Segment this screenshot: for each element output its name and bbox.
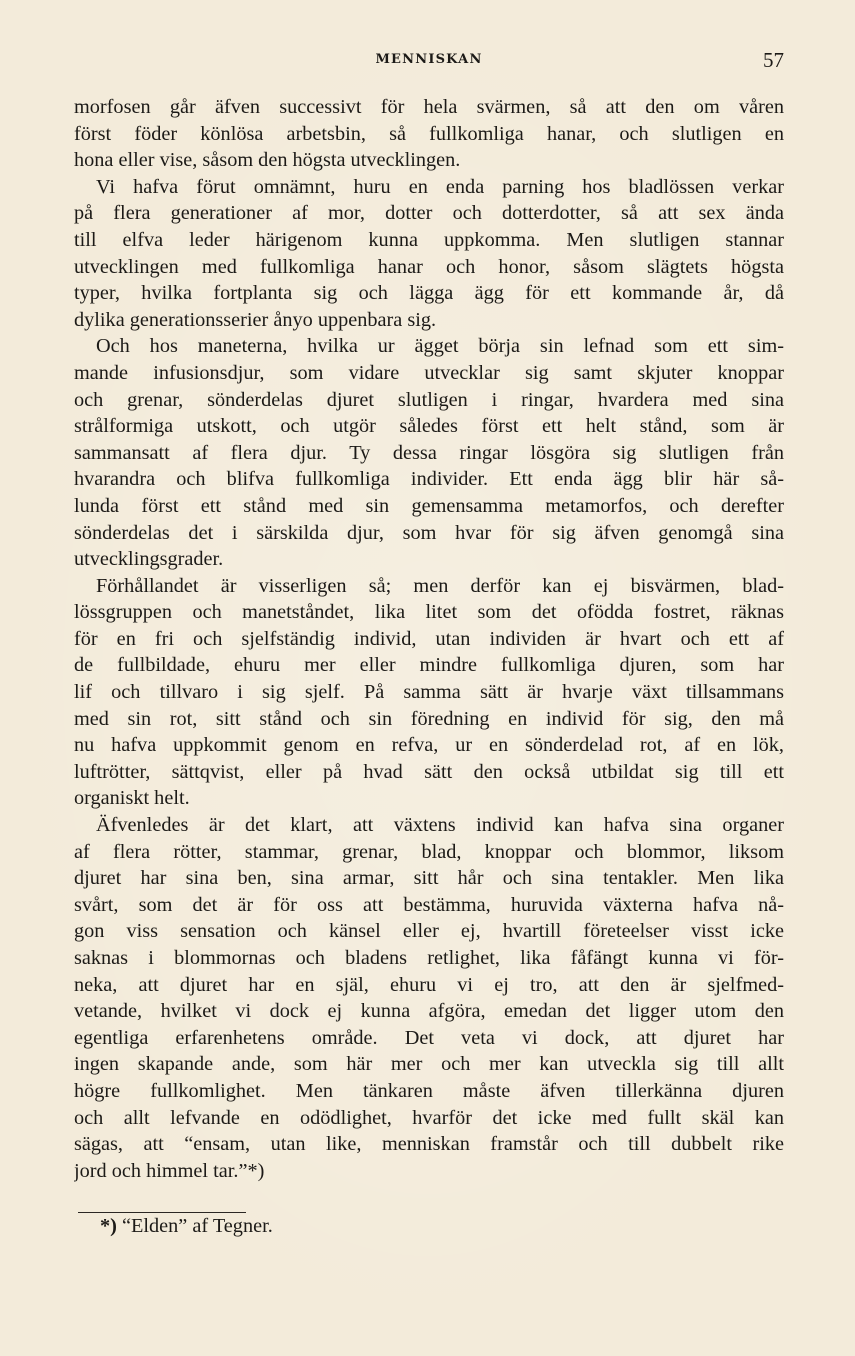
text-line: lunda först ett stånd med sin gemensamma metamorfos, och derefter	[74, 494, 784, 517]
footnote-text: “Elden” af Tegner.	[121, 1215, 273, 1237]
text-line: neka, att djuret har en själ, ehuru vi ej tro, att den är sjelfmed-	[74, 973, 784, 996]
text-line: Och hos maneterna, hvilka ur ägget börja sin lefnad som ett sim-	[96, 335, 784, 358]
text-line: luftrötter, sättqvist, eller på hvad sätt den också utbildat sig till ett	[74, 760, 784, 783]
text-line: jord och himmel tar.”*)	[74, 1159, 265, 1182]
text-line: med sin rot, sitt stånd och sin föredning en individ för sig, den må	[74, 707, 784, 730]
text-line: af flera rötter, stammar, grenar, blad, knoppar och blommor, liksom	[74, 840, 784, 863]
text-line: morfosen går äfven successivt för hela svärmen, så att den om våren	[74, 96, 784, 118]
running-head	[74, 50, 784, 74]
text-line: sammansatt af flera djur. Ty dessa ringar lösgöra sig slutligen från	[74, 441, 784, 464]
body-text	[74, 94, 784, 1184]
text-line: först föder könlösa arbetsbin, så fullkomliga hanar, och slutligen en	[74, 122, 784, 145]
text-line: svårt, som det är för oss att bestämma, huruvida växterna hafva nå-	[74, 893, 784, 916]
text-line: och grenar, sönderdelas djuret slutligen i ringar, hvardera med sina	[74, 388, 784, 411]
text-line: hvarandra och blifva fullkomliga individer. Ett enda ägg blir här så-	[74, 468, 784, 491]
footnote-marker: *)	[100, 1215, 117, 1237]
text-line: på flera generationer af mor, dotter och dotterdotter, så att sex ända	[74, 202, 784, 225]
text-line: ingen skapande ande, som här mer och mer kan utveckla sig till allt	[74, 1053, 784, 1076]
text-line: gon viss sensation och känsel eller ej, hvartill företeelser visst icke	[74, 920, 784, 943]
text-line: lif och tillvaro i sig sjelf. På samma sätt är hvarje växt tillsammans	[74, 681, 784, 704]
text-line: Förhållandet är visserligen så; men derför kan ej bisvärmen, blad-	[96, 574, 784, 597]
text-line: och allt lefvande en odödlighet, hvarför det icke med fullt skäl kan	[74, 1106, 784, 1129]
text-line: högre fullkomlighet. Men tänkaren måste äfven tillerkänna djuren	[74, 1079, 784, 1102]
text-line: nu hafva uppkommit genom en refva, ur en sönderdelad rot, af en lök,	[74, 734, 784, 757]
text-line: saknas i blommornas och bladens retlighet, lika fåfängt kunna vi för-	[74, 947, 784, 969]
text-line: dylika generationsserier ånyo uppenbara sig.	[74, 308, 437, 331]
text-line: sägas, att “ensam, utan like, menniskan framstår och till dubbelt rike	[74, 1133, 784, 1156]
text-line: sönderdelas det i särskilda djur, som hvar för sig äfven genomgå sina	[74, 521, 784, 544]
text-line: lössgruppen och manetståndet, lika litet som det ofödda fostret, räknas	[74, 601, 784, 624]
text-line: utvecklingsgrader.	[74, 548, 224, 571]
text-line: Äfvenledes är det klart, att växtens individ kan hafva sina organer	[96, 814, 784, 837]
running-title: MENNISKAN	[375, 52, 483, 67]
text-line: till elfva leder härigenom kunna uppkomma. Men slutligen stannar	[74, 228, 784, 251]
text-line: för en fri och sjelfständig individ, utan individen är hvart och ett af	[74, 627, 784, 650]
text-line: egentliga erfarenhetens område. Det veta vi dock, att djuret har	[74, 1026, 784, 1049]
footnote	[100, 1213, 273, 1240]
text-line: de fullbildade, ehuru mer eller mindre fullkomliga djuren, som har	[74, 654, 784, 677]
text-line: strålformiga utskott, och utgör således först ett helt stånd, som är	[74, 415, 784, 438]
text-line: Vi hafva förut omnämnt, huru en enda parning hos bladlössen verkar	[96, 175, 784, 198]
text-line: hona eller vise, såsom den högsta utvecklingen.	[74, 149, 461, 172]
text-line: vetande, hvilket vi dock ej kunna afgöra, emedan det ligger utom den	[74, 1000, 784, 1023]
text-line: utvecklingen med fullkomliga hanar och honor, såsom slägtets högsta	[74, 255, 784, 278]
text-line: mande infusionsdjur, som vidare utvecklar sig samt skjuter knoppar	[74, 361, 784, 384]
text-line: organiskt helt.	[74, 787, 190, 810]
text-line: typer, hvilka fortplanta sig och lägga ägg för ett kommande år, då	[74, 282, 784, 305]
text-line: djuret har sina ben, sina armar, sitt hår och sina tentakler. Men lika	[74, 867, 784, 890]
page-number: 57	[763, 48, 784, 72]
